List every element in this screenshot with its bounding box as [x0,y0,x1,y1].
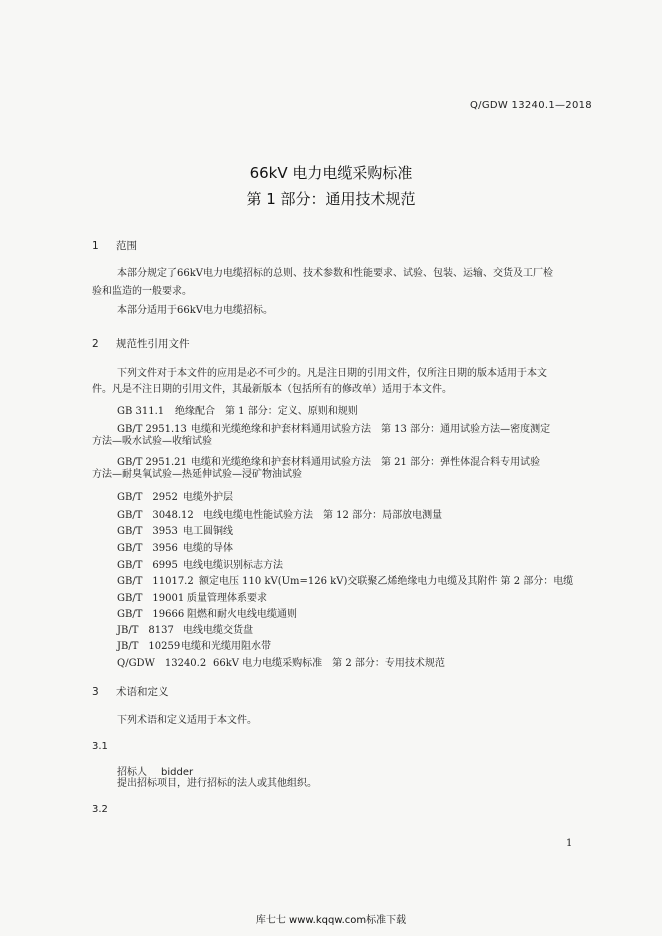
reference-item: GB/T 19666 阻燃和耐火电线电缆通则 [117,609,297,620]
reference-item: GB/T 3956 电缆的导体 [117,543,233,554]
term-cn: 招标人 [117,767,147,778]
section-2-para: 下列文件对于本文件的应用是必不可少的。凡是注日期的引用文件，仅所注日期的版本适用于本文 [117,368,547,379]
subclause-3-2: 3.2 [92,804,108,815]
section-number: 2 [92,338,99,350]
term-en: bidder [161,767,194,778]
section-1-para2: 本部分适用于66kV电力电缆招标。 [117,305,274,316]
section-title: 规范性引用文件 [116,338,190,350]
reference-item: GB/T 2951.21 电缆和光缆绝缘和护套材料通用试验方法 第 21 部分：弹性体混合料专用试验 [117,457,541,468]
standard-code: Q/GDW 13240.1—2018 [470,100,592,111]
doc-title-line2: 第 1 部分：通用技术规范 [246,190,416,208]
section-1-heading [92,238,137,253]
reference-item: JB/T 10259电缆和光缆用阻水带 [117,641,271,652]
term-definition: 提出招标项目，进行招标的法人或其他组织。 [117,778,317,789]
reference-item: GB/T 2951.13 电缆和光缆绝缘和护套材料通用试验方法 第 13 部分：通用试验方法—密度测定 [117,424,551,435]
reference-item: GB/T 11017.2 额定电压 110 kV(Um=126 kV)交联聚乙烯绝缘电力电缆及其附件 第 2 部分：电缆 [117,576,574,587]
reference-item: GB/T 6995 电线电缆识别标志方法 [117,560,283,571]
section-1-para: 本部分规定了66kV电力电缆招标的总则、技术参数和性能要求、试验、包装、运输、交货及工厂检 [117,268,554,279]
footer-watermark: 库七七 www.kqqw.com标准下载 [255,915,407,926]
reference-item-cont: 方法—耐臭氧试验—热延伸试验—浸矿物油试验 [92,469,302,480]
section-3-heading [92,684,169,699]
section-2-para-cont: 件。凡是不注日期的引用文件，其最新版本（包括所有的修改单）适用于本文件。 [92,384,452,395]
reference-item-cont: 方法—吸水试验—收缩试验 [92,436,212,447]
subclause-3-1: 3.1 [92,741,108,752]
section-3-para: 下列术语和定义适用于本文件。 [117,715,257,726]
section-2-heading [92,336,190,351]
reference-item: GB/T 3048.12 电线电缆电性能试验方法 第 12 部分：局部放电测量 [117,510,443,521]
section-number: 1 [92,240,99,252]
reference-item: GB/T 19001 质量管理体系要求 [117,593,267,604]
reference-item: GB 311.1 绝缘配合 第 1 部分：定义、原则和规则 [117,406,358,417]
section-1-para-cont: 验和监造的一般要求。 [92,286,192,297]
section-title: 术语和定义 [116,686,169,698]
reference-item: JB/T 8137 电线电缆交货盘 [117,625,253,636]
reference-item: Q/GDW 13240.2 66kV 电力电缆采购标准 第 2 部分：专用技术规范 [117,658,445,669]
doc-title-line1: 66kV 电力电缆采购标准 [249,164,413,182]
section-title: 范围 [116,240,137,252]
page-number: 1 [566,838,573,849]
reference-item: GB/T 2952 电缆外护层 [117,492,233,503]
section-number: 3 [92,686,99,698]
reference-item: GB/T 3953 电工圆铜线 [117,526,233,537]
